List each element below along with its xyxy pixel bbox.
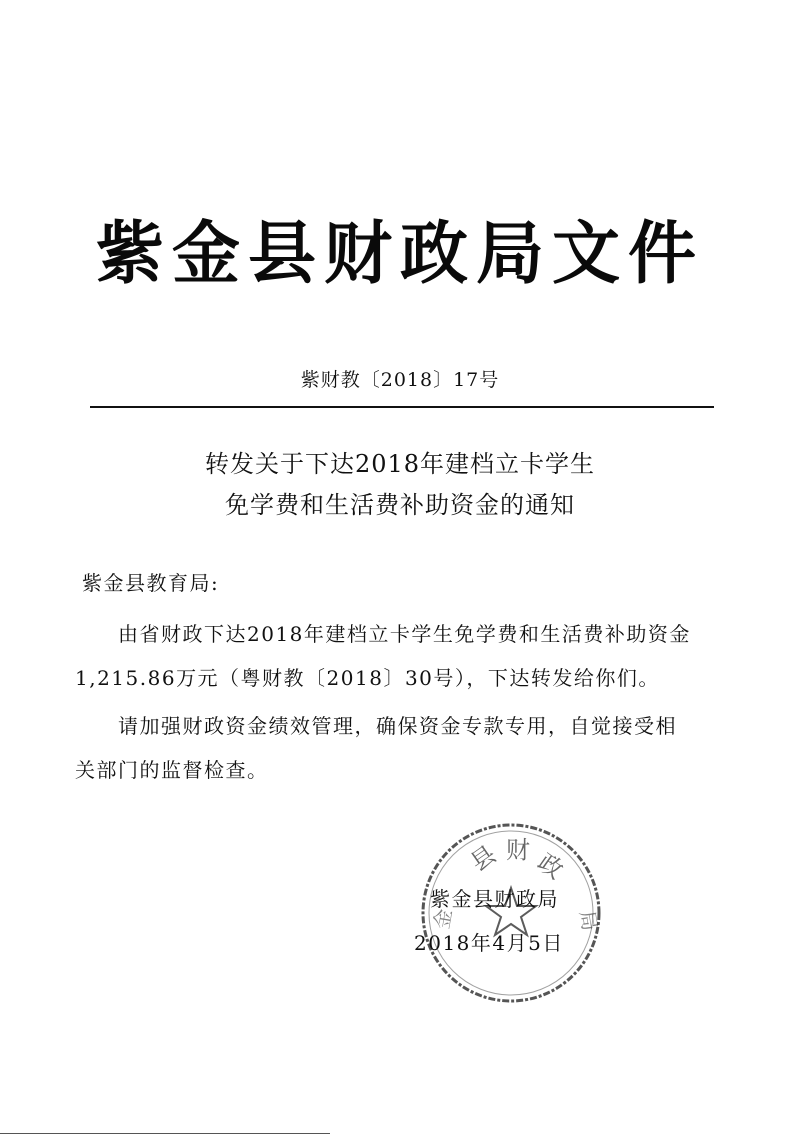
addressee: 紫金县教育局:: [82, 571, 220, 595]
svg-text:金: 金: [429, 907, 457, 931]
svg-text:政: 政: [532, 847, 569, 885]
paragraph-2-line-1: 请加强财政资金绩效管理，确保资金专款专用，自觉接受相: [118, 714, 677, 738]
signing-date: 2018年4月5日: [414, 931, 564, 955]
document-number: 紫财教〔2018〕17号: [300, 369, 500, 391]
svg-text:局: 局: [575, 908, 603, 933]
svg-text:财: 财: [506, 836, 530, 864]
notice-title-line-1: 转发关于下达2018年建档立卡学生: [204, 450, 596, 478]
svg-text:县: 县: [465, 840, 502, 877]
paragraph-1-line-1: 由省财政下达2018年建档立卡学生免学费和生活费补助资金: [118, 622, 691, 646]
document-header-title: 紫金县财政局文件: [95, 215, 704, 294]
footer-divider: [0, 1133, 330, 1134]
signing-organization: 紫金县财政局: [430, 887, 559, 911]
paragraph-2-line-2: 关部门的监督检查。: [75, 758, 269, 782]
paragraph-1-line-2: 1,215.86万元（粤财教〔2018〕30号），下达转发给你们。: [75, 666, 660, 690]
notice-title-line-2: 免学费和生活费补助资金的通知: [225, 491, 575, 519]
header-divider: [90, 406, 714, 408]
